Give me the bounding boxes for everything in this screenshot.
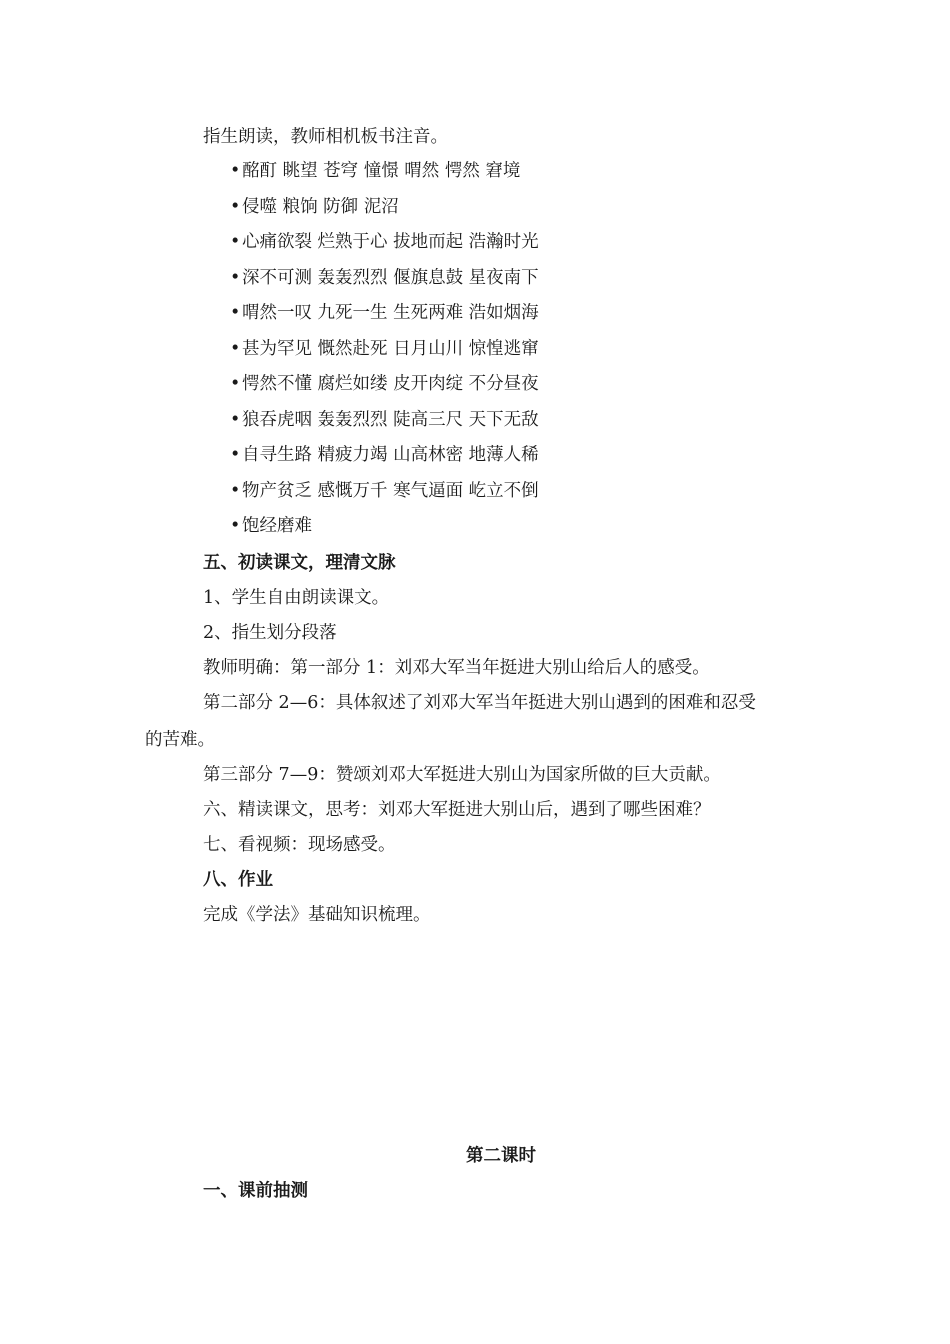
bullet-icon: • (230, 268, 241, 288)
vocab-list-item (230, 444, 539, 466)
vocab-list-item (230, 160, 520, 182)
section8-heading: 八、作业 (203, 870, 273, 890)
bullet-icon: • (230, 516, 241, 536)
vocab-words: 愕然不懂 腐烂如缕 皮开肉绽 不分昼夜 (242, 374, 539, 394)
vocab-words: 深不可测 轰轰烈烈 偃旗息鼓 星夜南下 (242, 268, 539, 288)
vocab-list-item (230, 196, 399, 218)
part2-text-line2: 的苦难。 (145, 730, 215, 750)
section7-text: 七、看视频：现场感受。 (203, 835, 396, 855)
intro-text: 指生朗读，教师相机板书注音。 (203, 127, 448, 147)
step1-text: 1、学生自由朗读课文。 (203, 588, 390, 608)
bullet-icon: • (230, 232, 241, 252)
vocab-words: 狼吞虎咽 轰轰烈烈 陡高三尺 天下无敌 (242, 410, 539, 430)
vocab-list-item (230, 373, 539, 395)
bullet-icon: • (230, 197, 241, 217)
vocab-words: 物产贫乏 感慨万千 寒气逼面 屹立不倒 (242, 481, 539, 501)
vocab-list-item (230, 409, 539, 431)
teacher-clarify-text: 教师明确：第一部分 1：刘邓大军当年挺进大别山给后人的感受。 (203, 658, 710, 678)
vocab-list-item (230, 231, 539, 253)
vocab-words: 酩酊 眺望 苍穹 憧憬 喟然 愕然 窘境 (242, 161, 521, 181)
bullet-icon: • (230, 410, 241, 430)
vocab-words: 甚为罕见 慨然赴死 日月山川 惊惶逃窜 (242, 339, 539, 359)
vocab-words: 侵噬 粮饷 防御 泥沼 (242, 197, 399, 217)
bullet-icon: • (230, 445, 241, 465)
part2-text-line1: 第二部分 2—6：具体叙述了刘邓大军当年挺进大别山遇到的困难和忍受 (203, 693, 756, 713)
step2-text: 2、指生划分段落 (203, 623, 337, 643)
lesson2-section1-heading: 一、课前抽测 (203, 1181, 308, 1201)
homework-text: 完成《学法》基础知识梳理。 (203, 905, 431, 925)
vocab-words: 自寻生路 精疲力竭 山高林密 地薄人稀 (242, 445, 539, 465)
vocab-words: 喟然一叹 九死一生 生死两难 浩如烟海 (242, 303, 539, 323)
section6-text: 六、精读课文，思考：刘邓大军挺进大别山后，遇到了哪些困难？ (203, 800, 711, 820)
section5-heading: 五、初读课文，理清文脉 (203, 553, 396, 573)
bullet-icon: • (230, 374, 241, 394)
vocab-words: 饱经磨难 (242, 516, 312, 536)
vocab-words: 心痛欲裂 烂熟于心 拔地而起 浩瀚时光 (242, 232, 539, 252)
part3-text: 第三部分 7—9：赞颂刘邓大军挺进大别山为国家所做的巨大贡献。 (203, 765, 721, 785)
bullet-icon: • (230, 303, 241, 323)
bullet-icon: • (230, 339, 241, 359)
vocab-list-item (230, 515, 312, 537)
vocab-list-item (230, 338, 539, 360)
bullet-icon: • (230, 481, 241, 501)
bullet-icon: • (230, 161, 241, 181)
vocab-list-item (230, 480, 539, 502)
lesson2-title: 第二课时 (466, 1146, 536, 1166)
vocab-list-item (230, 302, 539, 324)
vocab-list-item (230, 267, 539, 289)
